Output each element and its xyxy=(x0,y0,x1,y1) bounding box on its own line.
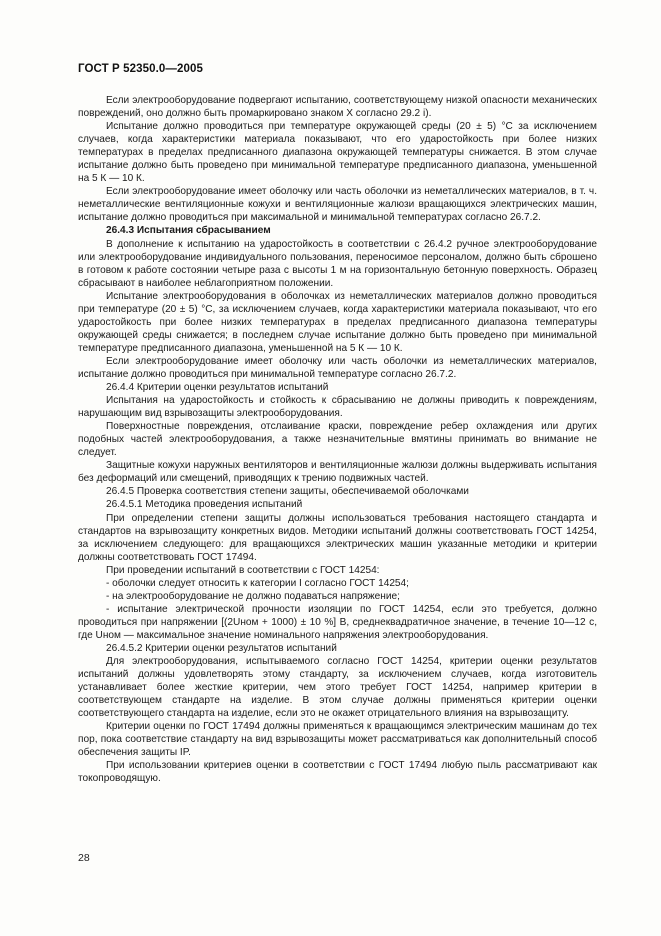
section-heading-26-4-3: 26.4.3 Испытания сбрасыванием xyxy=(106,225,271,237)
paragraph: При определении степени защиты должны использоваться требования настоящего стандарта и стандартов на взрывозащиту конкретных видов. Методики испытаний должны соответствовать ГОСТ 14254, за исключением следующего: для вращающихся электрических машин указанные методики и критерии должны соответствовать ГОСТ 17494. xyxy=(78,512,597,563)
document-body xyxy=(78,94,597,785)
section-heading-26-4-4: 26.4.4 Критерии оценки результатов испытаний xyxy=(106,382,329,394)
paragraph: Для электрооборудования, испытываемого согласно ГОСТ 14254, критерии оценки результатов испытаний должны удовлетворять этому стандарту, за исключением случаев, когда изготовитель устанавливает более жесткие критерии, чем этого требует ГОСТ 14254, например критерии в соответствующем стандарте на изделие. В этом случае должны применяться критерии оценки соответствующего стандарта на изделие, если это не окажет отрицательного влияния на взрывозащиту. xyxy=(78,656,597,720)
paragraph: Если электрооборудование имеет оболочку или часть оболочки из неметаллических материалов, в т. ч. неметаллические вентиляционные кожухи и вентиляционные жалюзи вращающихся электрических машин, испытание должно проводиться при максимальной и минимальной температурах согласно 26.7.2. xyxy=(78,186,597,224)
paragraph: При использовании критериев оценки в соответствии с ГОСТ 17494 любую пыль рассматривают как токопроводящую. xyxy=(78,760,597,785)
paragraph: Испытания на ударостойкость и стойкость к сбрасыванию не должны приводить к повреждениям, нарушающим вид взрывозащиты электрооборудования. xyxy=(78,395,597,420)
list-item: - на электрооборудование не должно подаваться напряжение; xyxy=(106,590,400,602)
paragraph: Если электрооборудование подвергают испытанию, соответствующему низкой опасности механических повреждений, оно должно быть промаркировано знаком X согласно 29.2 i). xyxy=(78,95,597,120)
section-heading-26-4-5-2: 26.4.5.2 Критерии оценки результатов испытаний xyxy=(106,642,337,654)
paragraph: Если электрооборудование имеет оболочку или часть оболочки из неметаллических материалов, испытание должно проводиться при минимальной температуре согласно 26.7.2. xyxy=(78,355,597,380)
paragraph: Защитные кожухи наружных вентиляторов и вентиляционные жалюзи должны выдерживать испытания без деформаций или смещений, приводящих к трению подвижных частей. xyxy=(78,460,597,485)
paragraph: В дополнение к испытанию на ударостойкость в соответствии с 26.4.2 ручное электрооборудование или электрооборудование индивидуального пользования, переносимое персоналом, должно быть сброшено в готовом к работе состоянии четыре раза с высоты 1 м на горизонтальную бетонную поверхность. Образец сбрасывают в наиболее неблагоприятном положении. xyxy=(78,238,597,289)
section-heading-26-4-5-1: 26.4.5.1 Методика проведения испытаний xyxy=(106,499,303,511)
document-header: ГОСТ Р 52350.0—2005 xyxy=(78,63,203,75)
list-item: - оболочки следует относить к категории I согласно ГОСТ 14254; xyxy=(106,577,409,589)
paragraph: При проведении испытаний в соответствии с ГОСТ 14254: xyxy=(106,564,380,576)
page-number: 28 xyxy=(78,852,90,864)
list-item: - испытание электрической прочности изоляции по ГОСТ 14254, если это требуется, должно проводиться при напряжении [(2Uном + 1000) ± 10 %] В, среднеквадратичное значение, в течение 10—12 с, где Uном — максимальное значение номинального напряжения электрооборудования. xyxy=(78,603,597,641)
paragraph: Испытание электрооборудования в оболочках из неметаллических материалов должно проводиться при температуре (20 ± 5) °С, за исключением случаев, когда характеристики материала показывают, что его ударостойкость при более низких температурах в пределах предписанного диапазона температуры окружающей среды снижается; в последнем случае испытание должно быть проведено при минимальной температуре предписанного диапазона, уменьшенной на 5 К — 10 К. xyxy=(78,290,597,354)
paragraph: Испытание должно проводиться при температуре окружающей среды (20 ± 5) °С за исключением случаев, когда характеристики материала показывают, что его ударостойкость при более низких температурах в пределах предписанного диапазона окружающей температуры снижается. В этом случае испытание должно быть проведено при минимальной температуре предписанного диапазона, уменьшенной на 5 К — 10 К. xyxy=(78,121,597,185)
paragraph: Критерии оценки по ГОСТ 17494 должны применяться к вращающимся электрическим машинам до тех пор, пока соответствие стандарту на вид взрывозащиты может рассматриваться как дополнительный способ обеспечения защиты IP. xyxy=(78,721,597,759)
section-heading-26-4-5: 26.4.5 Проверка соответствия степени защиты, обеспечиваемой оболочками xyxy=(106,486,469,498)
paragraph: Поверхностные повреждения, отслаивание краски, повреждение ребер охлаждения или других подобных частей электрооборудования, а также незначительные вмятины принимать во внимание не следует. xyxy=(78,421,597,459)
